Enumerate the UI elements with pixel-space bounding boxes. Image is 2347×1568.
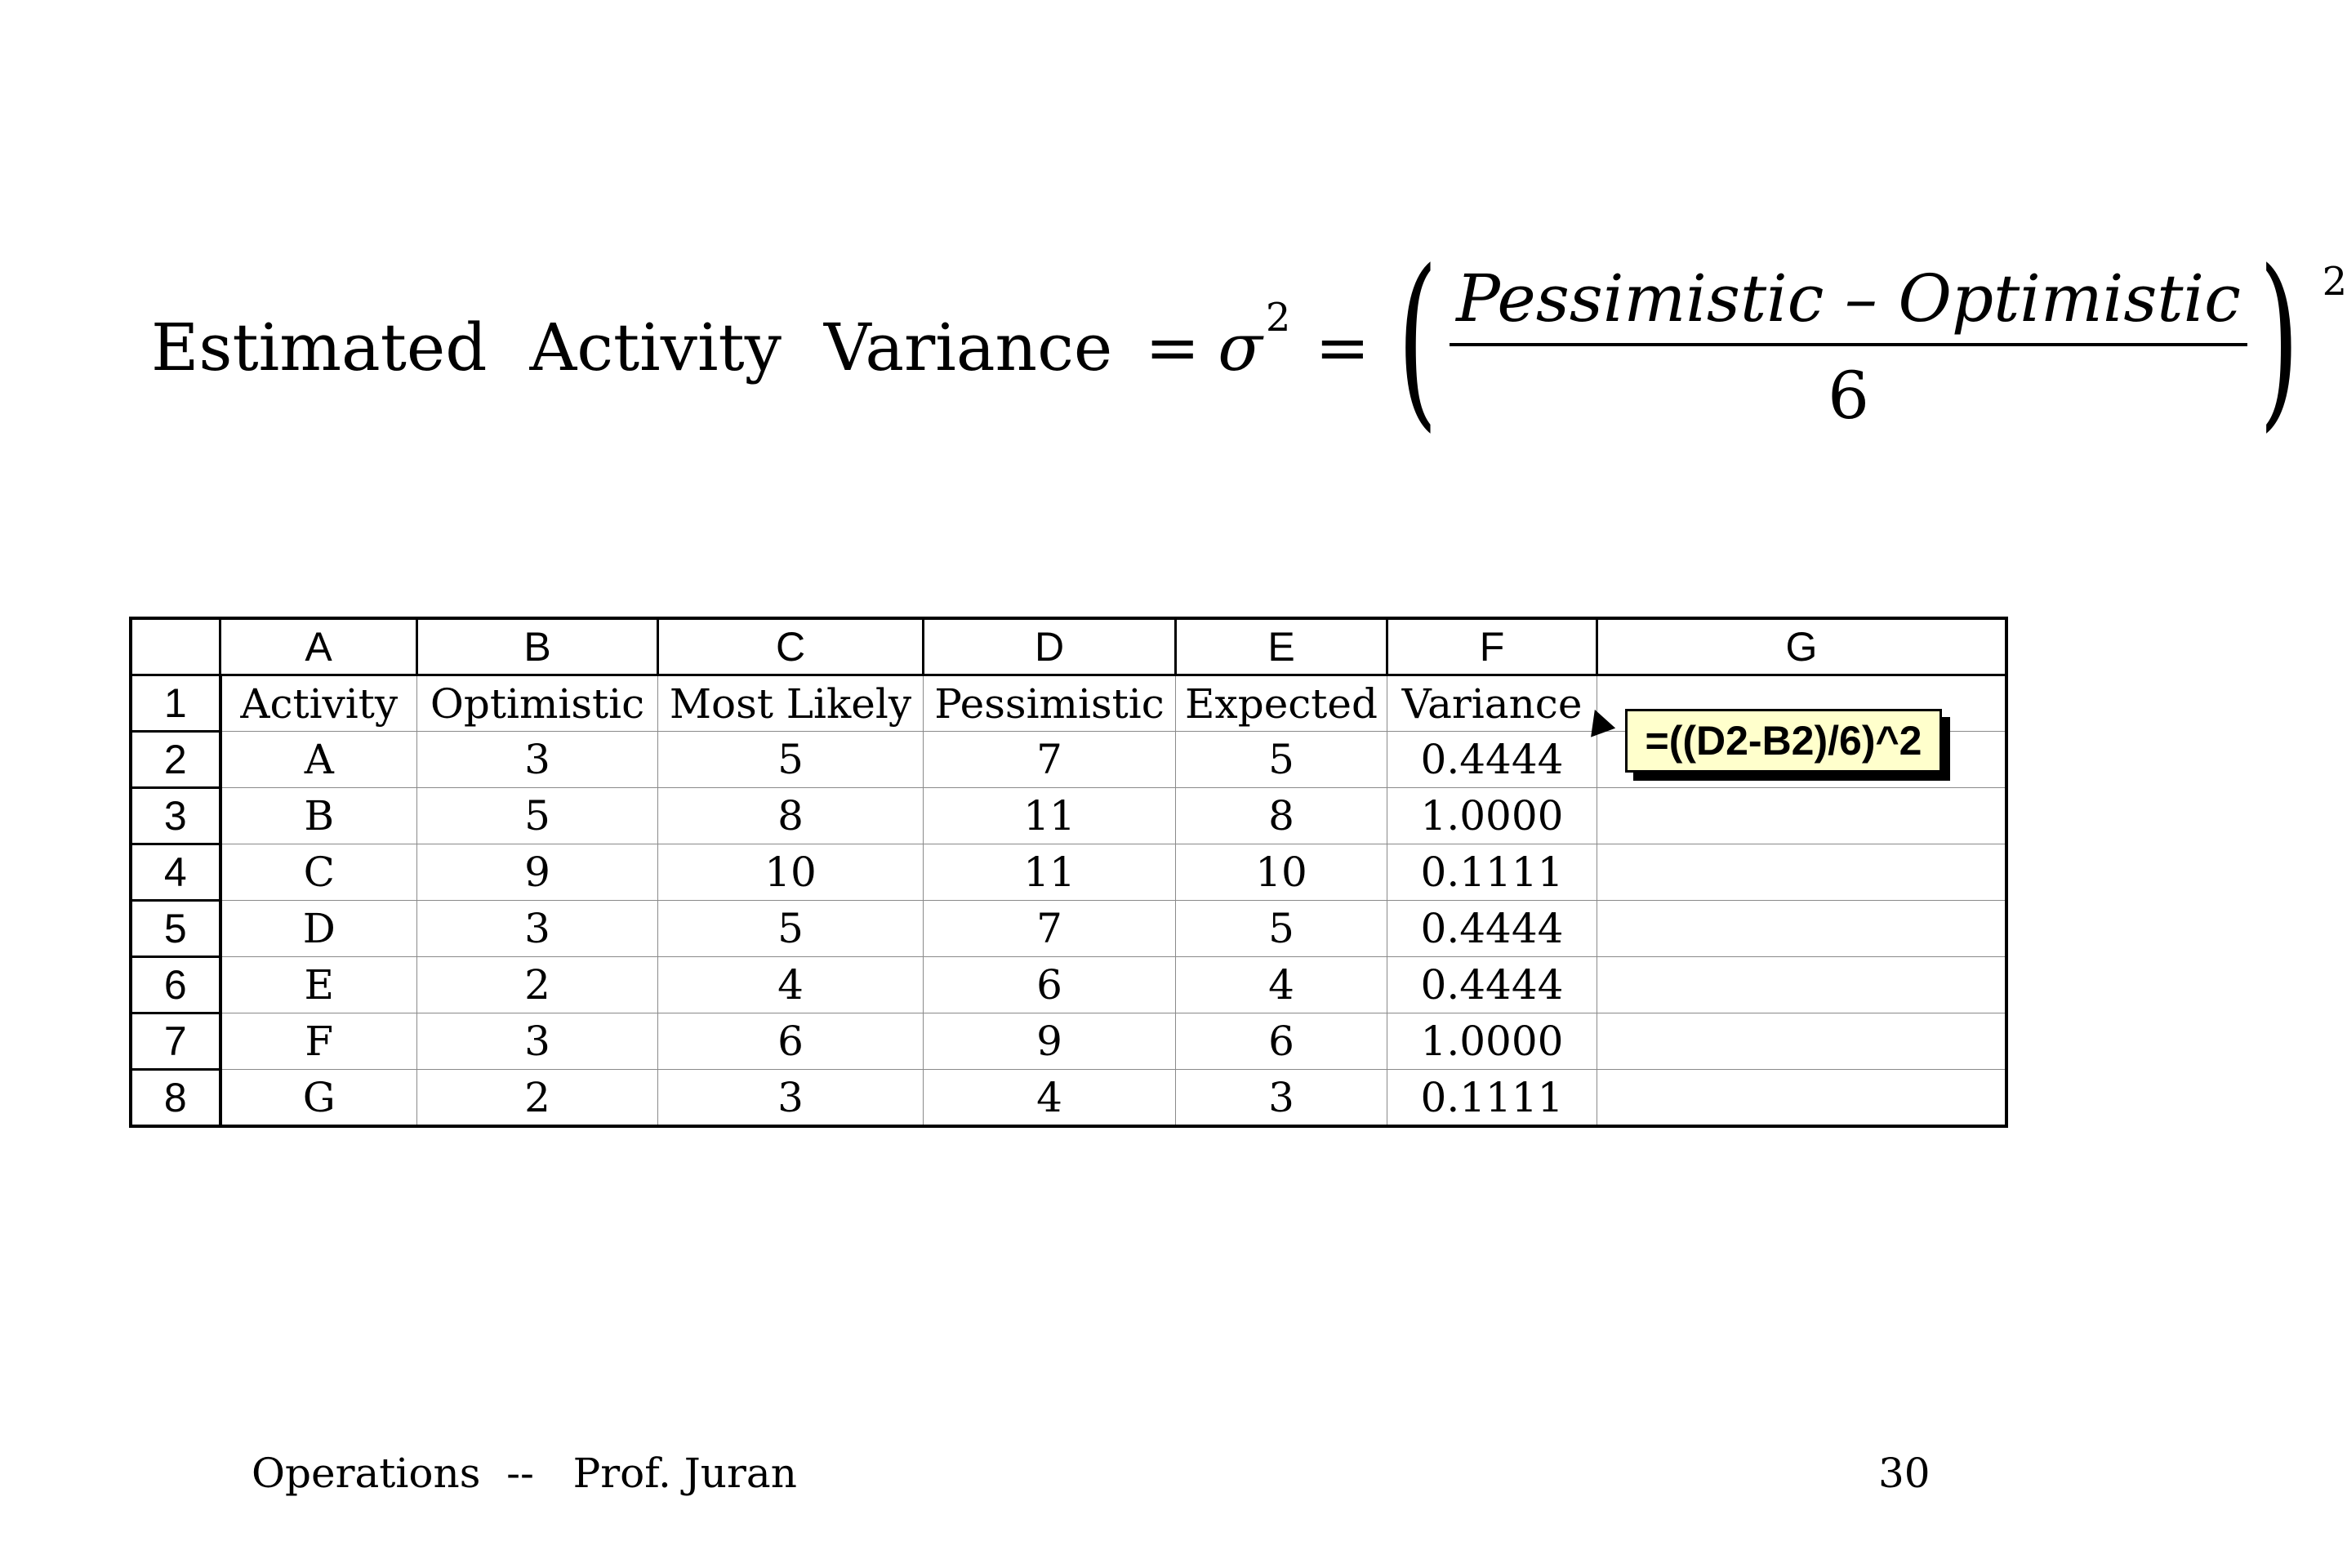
cell-f4[interactable]: 0.1111	[1387, 844, 1597, 901]
cell-f2[interactable]: 0.4444	[1387, 732, 1597, 788]
cell-d7[interactable]: 9	[924, 1013, 1176, 1070]
row-header[interactable]: 1	[131, 675, 220, 732]
formula-equals-1: =	[1145, 309, 1200, 385]
cell-c3[interactable]: 8	[658, 788, 924, 844]
column-header-f[interactable]: F	[1387, 618, 1597, 675]
column-header-b[interactable]: B	[417, 618, 658, 675]
row-header[interactable]: 5	[131, 901, 220, 957]
cell-c1[interactable]: Most Likely	[658, 675, 924, 732]
formula-word-activity: Activity	[529, 309, 782, 385]
column-header-d[interactable]: D	[924, 618, 1176, 675]
row-header[interactable]: 4	[131, 844, 220, 901]
cell-g3[interactable]	[1597, 788, 2007, 844]
row-header[interactable]: 2	[131, 732, 220, 788]
formula-word-estimated: Estimated	[151, 309, 488, 385]
cell-c4[interactable]: 10	[658, 844, 924, 901]
cell-a6[interactable]: E	[220, 957, 417, 1013]
column-header-e[interactable]: E	[1176, 618, 1387, 675]
cell-f5[interactable]: 0.4444	[1387, 901, 1597, 957]
cell-b3[interactable]: 5	[417, 788, 658, 844]
formula-fraction	[1450, 261, 2247, 434]
cell-f6[interactable]: 0.4444	[1387, 957, 1597, 1013]
formula-equals-2: =	[1315, 309, 1370, 385]
cell-f8[interactable]: 0.1111	[1387, 1070, 1597, 1127]
table-row	[131, 1013, 2006, 1070]
formula-sigma: σ	[1218, 309, 1263, 385]
table-row	[131, 901, 2006, 957]
table-row	[131, 957, 2006, 1013]
cell-f3[interactable]: 1.0000	[1387, 788, 1597, 844]
cell-a4[interactable]: C	[220, 844, 417, 901]
cell-e4[interactable]: 10	[1176, 844, 1387, 901]
cell-d5[interactable]: 7	[924, 901, 1176, 957]
formula-sigma-exponent: 2	[1265, 295, 1291, 341]
row-header[interactable]: 3	[131, 788, 220, 844]
cell-a2[interactable]: A	[220, 732, 417, 788]
spreadsheet-table	[129, 617, 2008, 1128]
cell-b4[interactable]: 9	[417, 844, 658, 901]
cell-c7[interactable]: 6	[658, 1013, 924, 1070]
cell-f1[interactable]: Variance	[1387, 675, 1597, 732]
cell-g4[interactable]	[1597, 844, 2007, 901]
column-header-row	[131, 618, 2006, 675]
cell-a1[interactable]: Activity	[220, 675, 417, 732]
cell-c6[interactable]: 4	[658, 957, 924, 1013]
table-row	[131, 844, 2006, 901]
cell-g6[interactable]	[1597, 957, 2007, 1013]
formula-callout: =((D2-B2)/6)^2	[1625, 709, 1942, 773]
cell-e8[interactable]: 3	[1176, 1070, 1387, 1127]
formula-close-paren: )	[2259, 231, 2300, 449]
cell-b5[interactable]: 3	[417, 901, 658, 957]
formula-numerator: Pessimistic – Optimistic	[1450, 261, 2247, 346]
variance-formula	[151, 231, 2347, 449]
corner-cell[interactable]	[131, 618, 220, 675]
cell-f7[interactable]: 1.0000	[1387, 1013, 1597, 1070]
cell-d3[interactable]: 11	[924, 788, 1176, 844]
cell-e6[interactable]: 4	[1176, 957, 1387, 1013]
cell-e2[interactable]: 5	[1176, 732, 1387, 788]
cell-d1[interactable]: Pessimistic	[924, 675, 1176, 732]
cell-c5[interactable]: 5	[658, 901, 924, 957]
column-header-g[interactable]: G	[1597, 618, 2007, 675]
cell-g7[interactable]	[1597, 1013, 2007, 1070]
row-header[interactable]: 8	[131, 1070, 220, 1127]
cell-e5[interactable]: 5	[1176, 901, 1387, 957]
cell-e1[interactable]: Expected	[1176, 675, 1387, 732]
formula-denominator: 6	[1828, 358, 1869, 434]
cell-d4[interactable]: 11	[924, 844, 1176, 901]
cell-b2[interactable]: 3	[417, 732, 658, 788]
cell-a3[interactable]: B	[220, 788, 417, 844]
cell-b7[interactable]: 3	[417, 1013, 658, 1070]
cell-e3[interactable]: 8	[1176, 788, 1387, 844]
footer-course: Operations -- Prof. Juran	[252, 1450, 797, 1497]
cell-b6[interactable]: 2	[417, 957, 658, 1013]
formula-open-paren: (	[1397, 231, 1438, 449]
formula-outer-exponent: 2	[2322, 259, 2347, 305]
cell-a7[interactable]: F	[220, 1013, 417, 1070]
cell-d2[interactable]: 7	[924, 732, 1176, 788]
column-header-c[interactable]: C	[658, 618, 924, 675]
cell-d8[interactable]: 4	[924, 1070, 1176, 1127]
cell-e7[interactable]: 6	[1176, 1013, 1387, 1070]
table-row	[131, 1070, 2006, 1127]
page-number: 30	[1878, 1450, 1931, 1497]
cell-a5[interactable]: D	[220, 901, 417, 957]
cell-b8[interactable]: 2	[417, 1070, 658, 1127]
cell-c2[interactable]: 5	[658, 732, 924, 788]
row-header[interactable]: 7	[131, 1013, 220, 1070]
table-row	[131, 788, 2006, 844]
cell-d6[interactable]: 6	[924, 957, 1176, 1013]
row-header[interactable]: 6	[131, 957, 220, 1013]
cell-g5[interactable]	[1597, 901, 2007, 957]
column-header-a[interactable]: A	[220, 618, 417, 675]
formula-word-variance: Variance	[823, 309, 1113, 385]
cell-a8[interactable]: G	[220, 1070, 417, 1127]
cell-c8[interactable]: 3	[658, 1070, 924, 1127]
cell-g8[interactable]	[1597, 1070, 2007, 1127]
cell-b1[interactable]: Optimistic	[417, 675, 658, 732]
